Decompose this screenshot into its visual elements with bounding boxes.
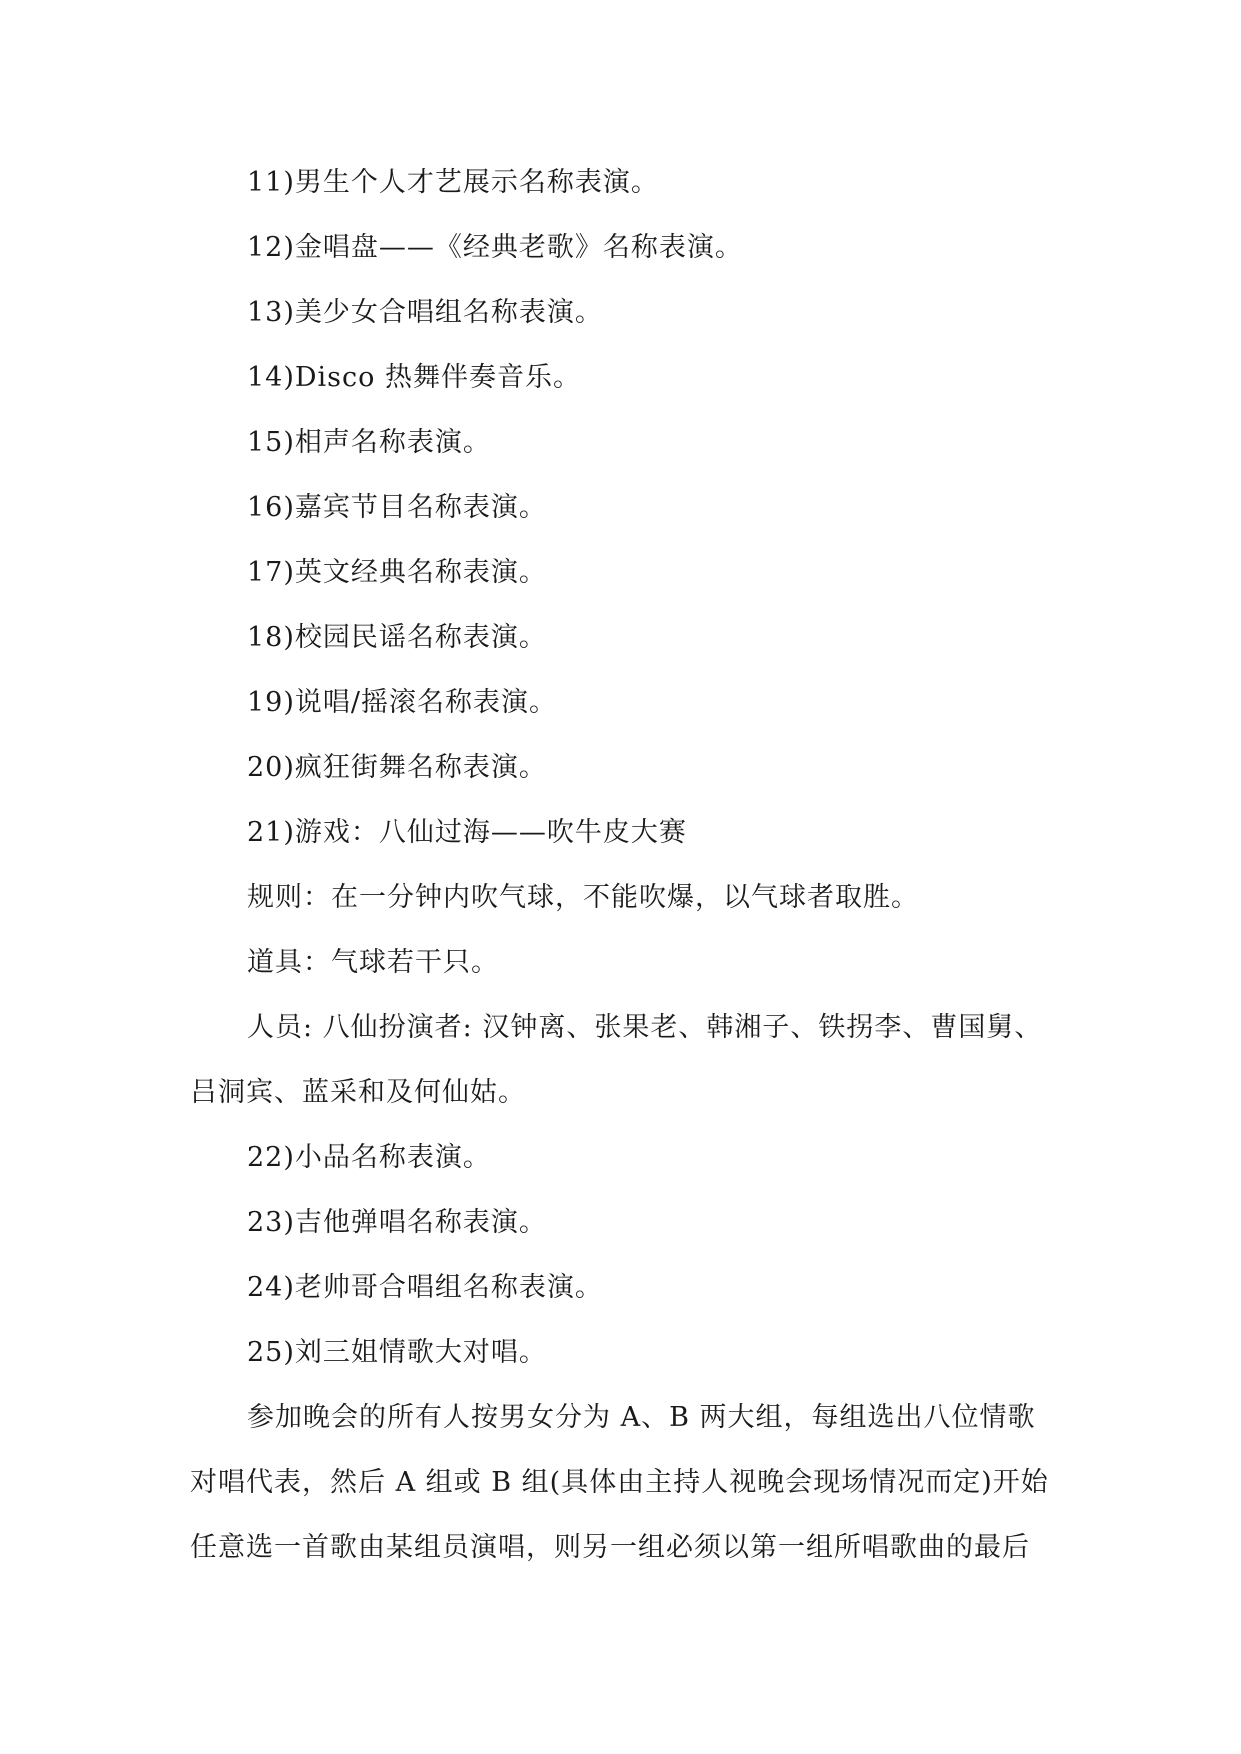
program-item-13: 13)美少女合唱组名称表演。 xyxy=(247,297,603,328)
program-item-17: 17)英文经典名称表演。 xyxy=(247,557,547,588)
program-item-22: 22)小品名称表演。 xyxy=(247,1142,491,1173)
program-item-18: 18)校园民谣名称表演。 xyxy=(247,622,547,653)
program-item-21: 21)游戏：八仙过海——吹牛皮大赛 xyxy=(247,817,687,848)
program-item-24: 24)老帅哥合唱组名称表演。 xyxy=(247,1272,603,1303)
game-cast: 人员: 八仙扮演者: 汉钟离、张果老、韩湘子、铁拐李、曹国舅、 xyxy=(247,1012,1043,1043)
program-item-14: 14)Disco 热舞伴奏音乐。 xyxy=(247,362,581,393)
program-item-11: 11)男生个人才艺展示名称表演。 xyxy=(247,167,659,198)
paragraph-line-1: 参加晚会的所有人按男女分为 A、B 两大组，每组选出八位情歌 xyxy=(247,1402,1036,1433)
game-cast-continued: 吕洞宾、蓝采和及何仙姑。 xyxy=(190,1077,526,1108)
program-item-16: 16)嘉宾节目名称表演。 xyxy=(247,492,547,523)
program-item-19: 19)说唱/摇滚名称表演。 xyxy=(247,687,557,718)
paragraph-line-3: 任意选一首歌由某组员演唱，则另一组必须以第一组所唱歌曲的最后 xyxy=(190,1532,1030,1563)
program-item-25: 25)刘三姐情歌大对唱。 xyxy=(247,1337,547,1368)
program-item-15: 15)相声名称表演。 xyxy=(247,427,491,458)
program-item-12: 12)金唱盘——《经典老歌》名称表演。 xyxy=(247,232,743,263)
program-item-20: 20)疯狂街舞名称表演。 xyxy=(247,752,547,783)
paragraph-line-2: 对唱代表，然后 A 组或 B 组(具体由主持人视晚会现场情况而定)开始 xyxy=(190,1467,1049,1498)
game-rules: 规则：在一分钟内吹气球，不能吹爆，以气球者取胜。 xyxy=(247,882,919,913)
program-item-23: 23)吉他弹唱名称表演。 xyxy=(247,1207,547,1238)
game-props: 道具：气球若干只。 xyxy=(247,947,499,978)
